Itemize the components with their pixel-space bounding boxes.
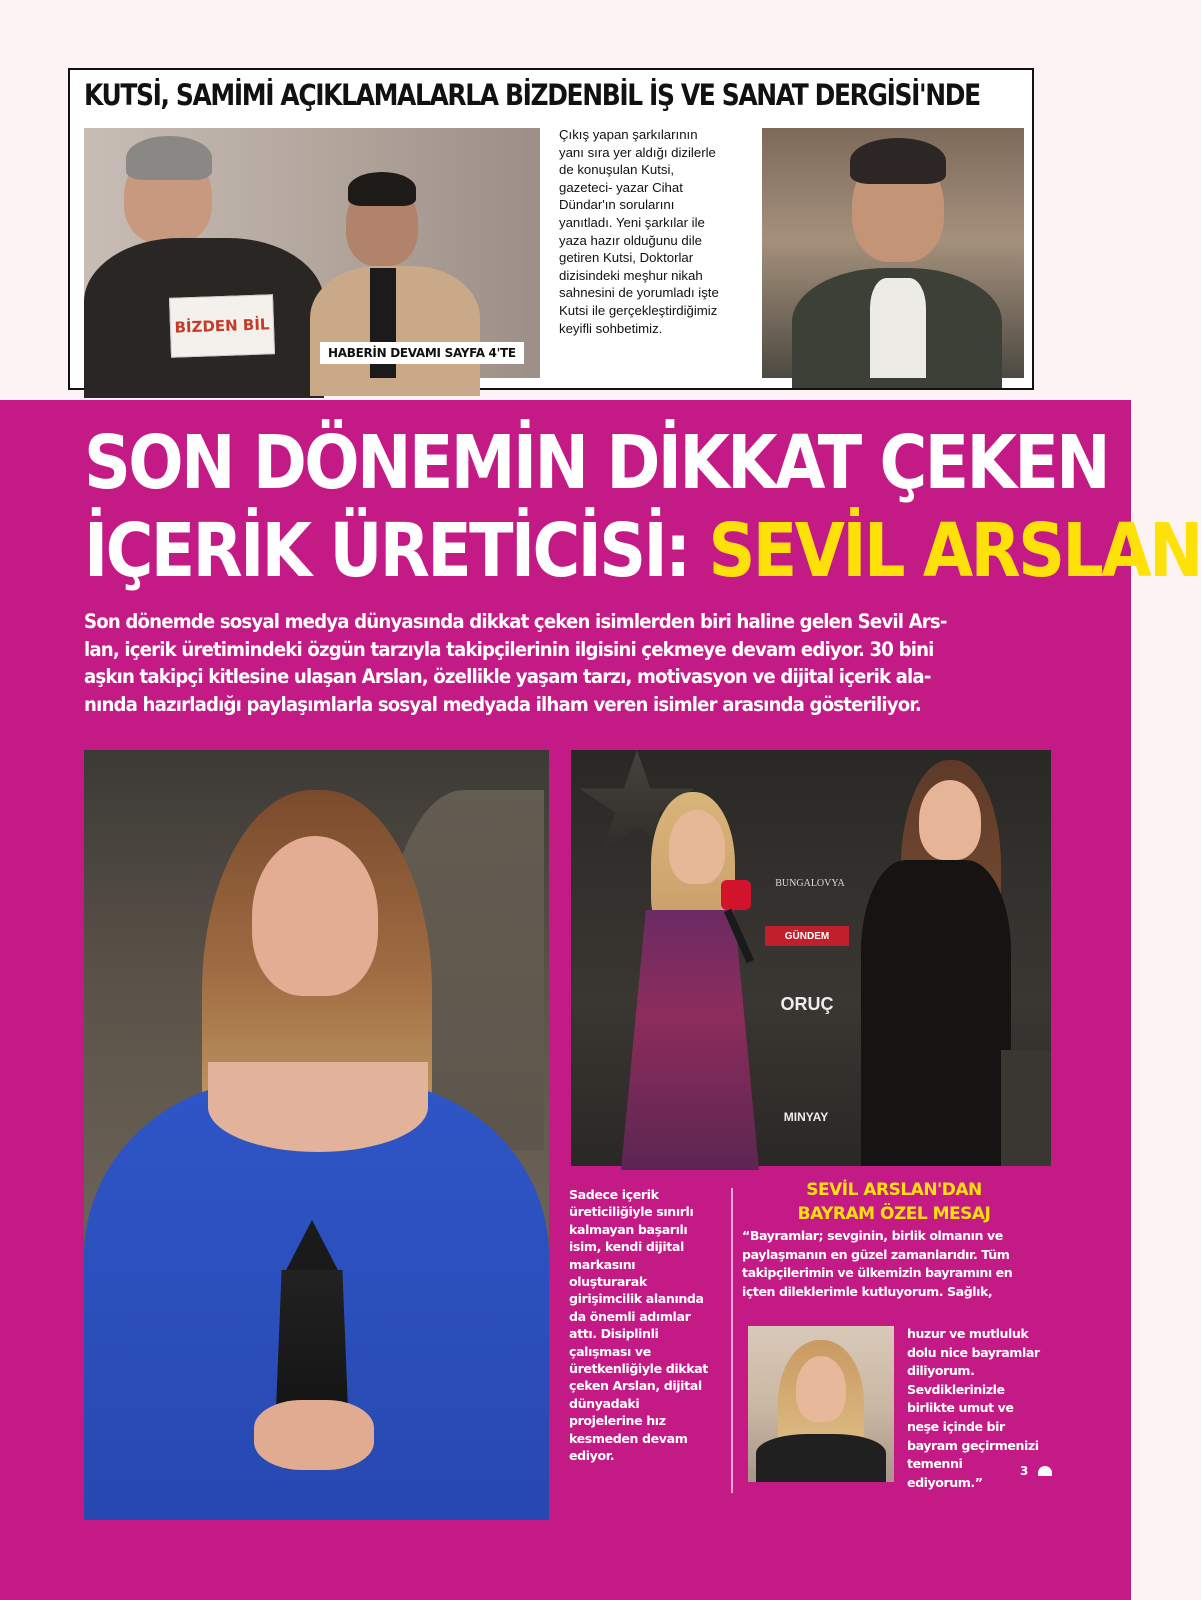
text-line: çeken Arslan, dijital xyxy=(569,1378,702,1394)
interview-photo xyxy=(571,750,1051,1166)
text-line: Dündar'ın sorularını xyxy=(559,197,675,213)
text-line: üreticiliğiyle sınırlı xyxy=(569,1204,694,1220)
top-story-text xyxy=(559,126,759,337)
main-headline-line1: SON DÖNEMİN DİKKAT ÇEKEN xyxy=(84,420,1109,506)
text-line: içten dileklerimle kutluyorum. Sağlık, xyxy=(742,1283,993,1299)
top-story-headline: KUTSİ, SAMİMİ AÇIKLAMALARLA BİZDENBİL İŞ VE SANAT DERGİSİ'NDE xyxy=(84,78,980,112)
text-line: dizisindeki meşhur nikah xyxy=(559,267,703,283)
text-line: de konuşulan Kutsi, xyxy=(559,162,675,178)
lead-line: lan, içerik üretimindeki özgün tarzıyla takipçilerinin ilgisini çekmeye devam ediyor. 30 bini xyxy=(84,637,934,661)
side-column-text xyxy=(569,1186,719,1465)
text-line: diliyorum. xyxy=(907,1363,975,1379)
continue-label: HABERİN DEVAMI SAYFA 4'TE xyxy=(320,342,524,364)
text-line: yaza hazır olduğunu dile xyxy=(559,232,702,248)
gundem-logo: GÜNDEM xyxy=(765,926,849,946)
page-number: 3 xyxy=(1020,1464,1029,1478)
text-line: projelerine hız xyxy=(569,1413,666,1429)
bungalovya-logo: BUNGALOVYA xyxy=(775,878,845,889)
message-title-line: SEVİL ARSLAN'DAN xyxy=(806,1180,982,1200)
text-line: Sevdiklerinizle xyxy=(907,1381,1005,1397)
text-line: huzur ve mutluluk xyxy=(907,1326,1029,1341)
page-dot-icon xyxy=(1038,1466,1052,1476)
text-line: takipçilerimin ve ülkemizin bayramını en xyxy=(742,1265,1013,1281)
message-title xyxy=(742,1178,1046,1226)
text-line: yanıtladı. Yeni şarkılar ile xyxy=(559,214,705,230)
kutsi-portrait-photo xyxy=(762,128,1024,378)
award-photo xyxy=(84,750,549,1518)
oruc-logo: ORUÇ xyxy=(780,994,834,1014)
text-line: dolu nice bayramlar xyxy=(907,1344,1040,1360)
message-body xyxy=(742,1227,1047,1301)
text-line: bayram geçirmenizi xyxy=(907,1437,1039,1453)
text-line: paylaşmanın en güzel zamanlarıdır. Tüm xyxy=(742,1246,1010,1262)
text-line: Sadece içerik xyxy=(569,1187,659,1202)
text-line: ediyor. xyxy=(569,1448,615,1464)
text-line: neşe içinde bir xyxy=(907,1418,1005,1434)
text-line: “Bayramlar; sevginin, birlik olmanın ve xyxy=(742,1228,1003,1243)
headline-prefix: İÇERİK ÜRETİCİSİ: xyxy=(84,508,709,594)
lead-line: nında hazırladığı paylaşımlarla sosyal medyada ilham veren isimler arasında gösteriliyor. xyxy=(84,692,921,716)
text-line: birlikte umut ve xyxy=(907,1400,1014,1416)
text-line: attı. Disiplinli xyxy=(569,1326,659,1342)
text-line: temenni xyxy=(907,1456,963,1472)
headline-name: SEVİL ARSLAN xyxy=(708,508,1201,594)
text-line: girişimcilik alanında xyxy=(569,1291,704,1307)
text-line: üretkenliğiyle dikkat xyxy=(569,1361,708,1377)
main-headline-line2 xyxy=(84,508,1201,594)
sevil-portrait-photo xyxy=(748,1326,894,1482)
text-line: isim, kendi dijital xyxy=(569,1239,684,1255)
text-line: oluşturarak xyxy=(569,1274,647,1290)
text-line: ediyorum.” xyxy=(907,1474,983,1490)
text-line: keyifli sohbetimiz. xyxy=(559,320,663,336)
lead-line: Son dönemde sosyal medya dünyasında dikkat çeken isimlerden biri haline gelen Sevil Ars- xyxy=(84,610,947,633)
minyay-logo: MINYAY xyxy=(783,1110,829,1124)
text-line: yanı sıra yer aldığı dizilerle xyxy=(559,144,716,160)
text-line: gazeteci- yazar Cihat xyxy=(559,179,683,195)
text-line: sahnesini de yorumladı işte xyxy=(559,285,719,301)
text-line: kesmeden devam xyxy=(569,1430,688,1446)
column-divider xyxy=(731,1188,733,1493)
text-line: markasını xyxy=(569,1256,636,1272)
text-line: çalışması ve xyxy=(569,1343,651,1359)
lead-line: aşkın takipçi kitlesine ulaşan Arslan, özellikle yaşam tarzı, motivasyon ve dijital içerik ala- xyxy=(84,665,931,688)
top-story-box xyxy=(68,68,1034,390)
text-line: Kutsi ile gerçekleştirdiğimiz xyxy=(559,302,718,318)
text-line: kalmayan başarılı xyxy=(569,1221,688,1237)
text-line: dünyadaki xyxy=(569,1395,640,1411)
text-line: Çıkış yapan şarkılarının xyxy=(559,127,698,142)
bizdenbil-sign: BİZDEN BİL xyxy=(169,294,275,358)
text-line: getiren Kutsi, Doktorlar xyxy=(559,250,694,266)
message-title-line: BAYRAM ÖZEL MESAJ xyxy=(797,1204,991,1224)
lead-paragraph xyxy=(84,608,1044,718)
kutsi-interview-photo xyxy=(84,128,540,378)
text-line: da önemli adımlar xyxy=(569,1308,691,1324)
